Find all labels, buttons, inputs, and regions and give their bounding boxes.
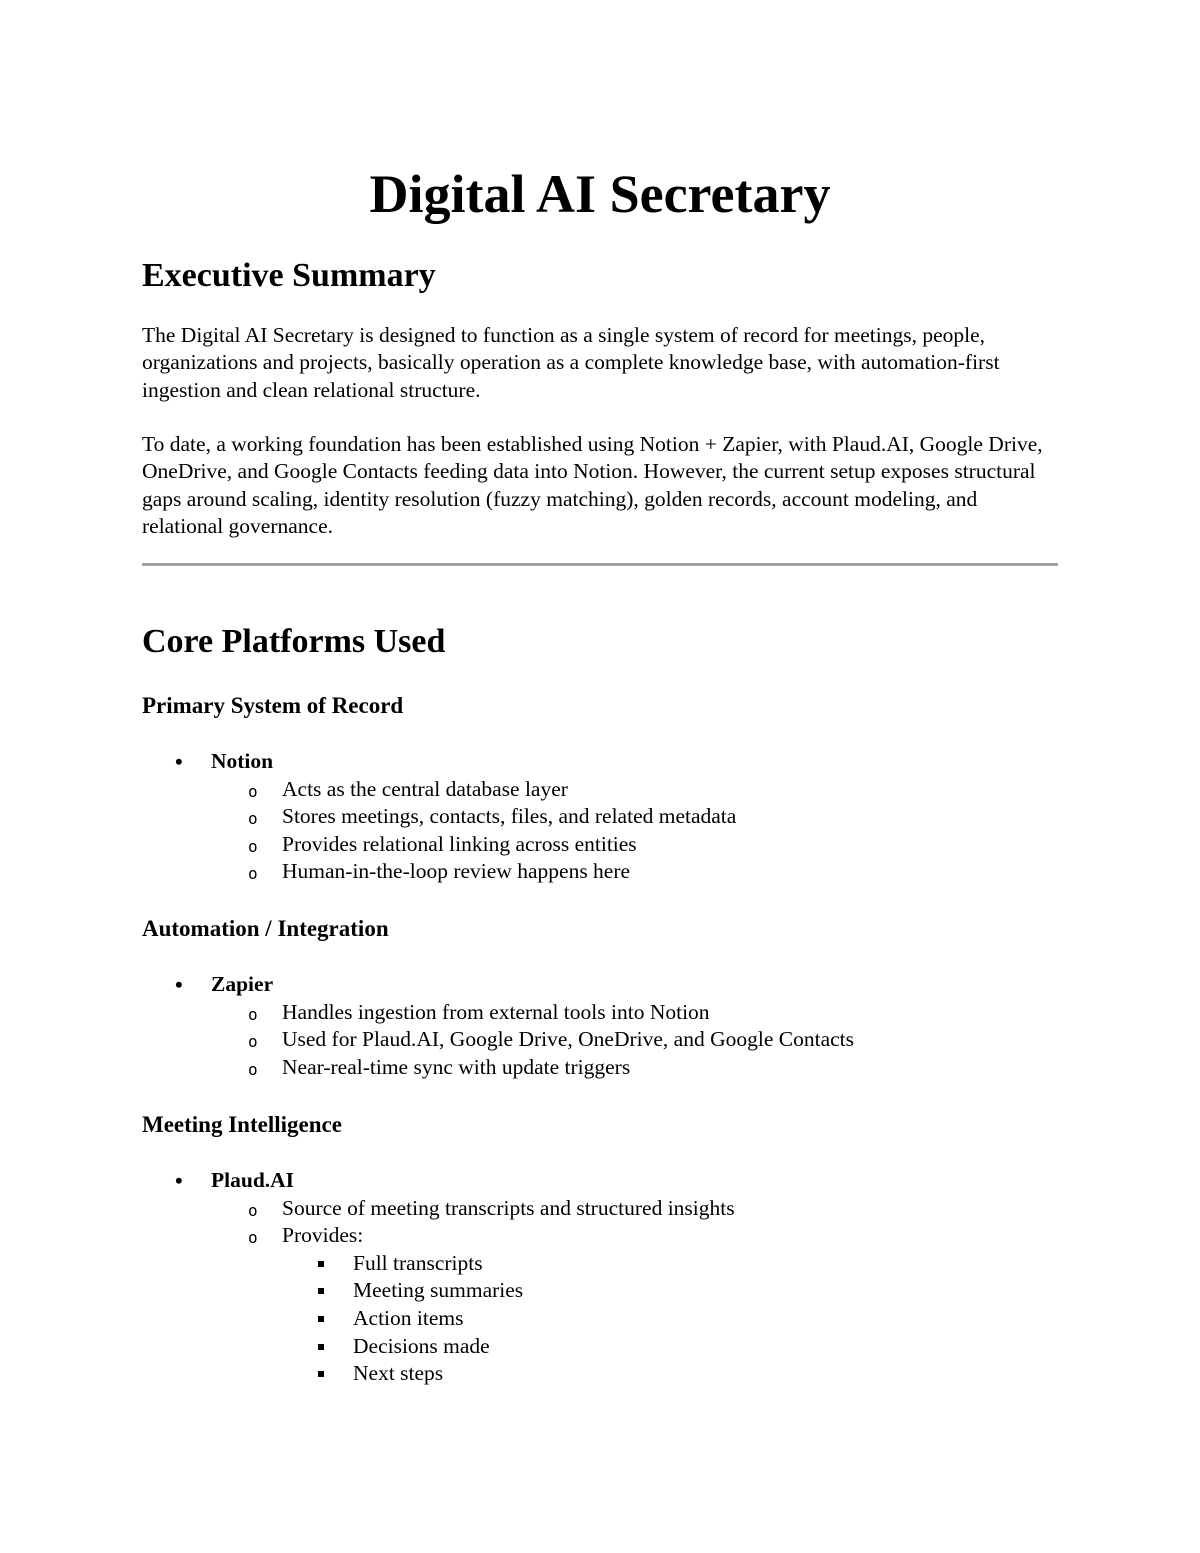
automation-integration-heading: Automation / Integration xyxy=(142,916,389,941)
list-item: Decisions made xyxy=(142,1333,735,1361)
platform-plaud-ai: Plaud.AI xyxy=(211,1168,295,1192)
notion-sublist xyxy=(211,776,736,886)
document-title: Digital AI Secretary xyxy=(369,164,831,224)
core-platforms-heading: Core Platforms Used xyxy=(142,623,446,660)
executive-summary-heading: Executive Summary xyxy=(142,257,436,294)
meeting-intelligence-heading: Meeting Intelligence xyxy=(142,1112,342,1137)
list-item xyxy=(142,971,854,1081)
meeting-intelligence-list xyxy=(142,1167,735,1388)
section-divider xyxy=(142,563,1058,566)
executive-summary-paragraph-1: The Digital AI Secretary is designed to function as a single system of record for meetings, people, organizations and projects, basically operation as a complete knowledge base, with automation-first ingestion and clean relational structure. xyxy=(142,323,1000,402)
list-item: Full transcripts xyxy=(142,1250,735,1278)
automation-list xyxy=(142,971,854,1081)
list-item: o Handles ingestion from external tools into Notion xyxy=(142,999,854,1027)
list-item: Next steps xyxy=(142,1360,735,1388)
platform-zapier: Zapier xyxy=(211,972,274,996)
provides-sublist xyxy=(282,1250,735,1388)
list-item: o Provides relational linking across entities xyxy=(142,831,736,859)
plaud-sublist xyxy=(211,1195,735,1388)
zapier-sublist xyxy=(211,999,854,1082)
list-item: o Used for Plaud.AI, Google Drive, OneDrive, and Google Contacts xyxy=(142,1026,854,1054)
list-item: o Stores meetings, contacts, files, and related metadata xyxy=(142,803,736,831)
primary-system-heading: Primary System of Record xyxy=(142,693,404,718)
primary-system-list xyxy=(142,748,736,886)
list-item xyxy=(142,1222,735,1388)
provides-label: Provides: xyxy=(282,1223,364,1248)
list-item: Meeting summaries xyxy=(142,1277,735,1305)
list-item: Action items xyxy=(142,1305,735,1333)
list-item: o Source of meeting transcripts and structured insights xyxy=(142,1195,735,1223)
list-item: o Near-real-time sync with update triggers xyxy=(142,1054,854,1082)
executive-summary-paragraph-2: To date, a working foundation has been established using Notion + Zapier, with Plaud.AI, Google Drive, OneDrive, and Google Contacts feeding data into Notion. However, the current setup exposes structural gaps around scaling, identity resolution (fuzzy matching), golden records, account modeling, and relational governance. xyxy=(142,432,1043,538)
list-item: o Human-in-the-loop review happens here xyxy=(142,858,736,886)
platform-notion: Notion xyxy=(211,749,274,773)
list-item xyxy=(142,1167,735,1388)
list-item: o Acts as the central database layer xyxy=(142,776,736,804)
list-item xyxy=(142,748,736,886)
